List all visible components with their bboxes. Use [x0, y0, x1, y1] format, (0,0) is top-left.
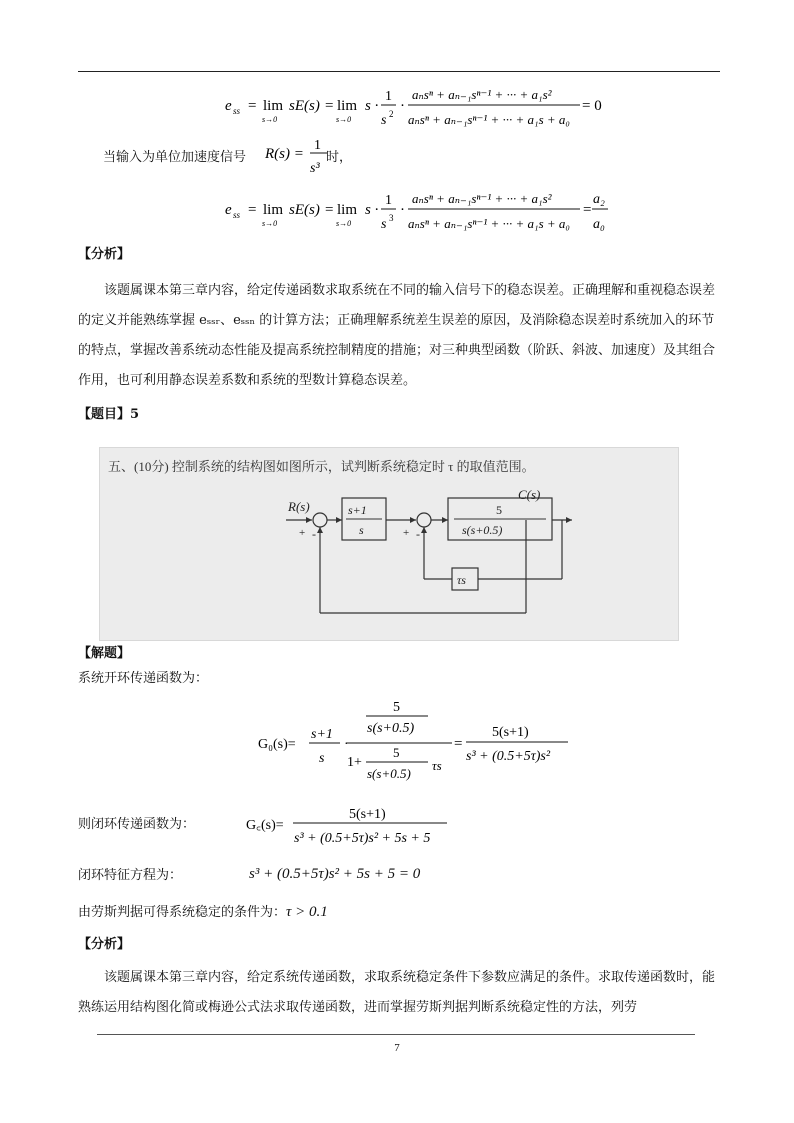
svg-text:lim: lim — [337, 202, 358, 218]
svg-text:s+1: s+1 — [348, 503, 367, 517]
svg-text:1+: 1+ — [347, 755, 362, 770]
closed-loop-intro: 则闭环传递函数为： — [78, 817, 196, 832]
svg-text:5: 5 — [496, 503, 502, 517]
closed-loop-transfer-function — [0, 798, 794, 848]
svg-text:3: 3 — [389, 213, 394, 223]
equation-steady-state-error-1 — [0, 78, 794, 134]
open-loop-intro: 系统开环传递函数为： — [78, 671, 209, 686]
svg-text:s³: s³ — [310, 161, 320, 176]
output-label: C(s) — [518, 487, 541, 502]
svg-text:1: 1 — [385, 193, 392, 208]
eq2-result-den: a₀ — [593, 217, 605, 232]
svg-text:1: 1 — [314, 138, 321, 153]
eq1-result: = 0 — [582, 98, 602, 114]
svg-text:+: + — [403, 527, 410, 539]
eq1-lim-sub-2: s→0 — [336, 115, 352, 124]
eq1-numerator: aₙsⁿ + aₙ₋₁sⁿ⁻¹ + ··· + a₁s² — [412, 87, 552, 102]
svg-text:τs: τs — [457, 573, 466, 587]
eq1-lim-2: lim — [337, 98, 358, 114]
svg-text:5(s+1): 5(s+1) — [349, 807, 386, 822]
svg-text:s(s+0.5): s(s+0.5) — [367, 721, 415, 736]
analysis-paragraph-1: 该题属课本第三章内容，给定传递函数求取系统在不同的输入信号下的稳态误差。正确理解和重视稳态误差的定义并能熟练掌握 eₛₛᵣ、eₛₛₙ 的计算方法；正确理解系统差生误差的原因，及消除稳态误差时系统加入的环节的特点，掌握改善系统动态性能及提高系统控制精度的措施；对三种典型函数（阶跃、斜波、加速度）及其组合作用，也可利用静态误差系数和系统的型数计算稳态误差。 — [78, 283, 716, 388]
unit-acceleration-suffix: 时， — [326, 150, 353, 165]
svg-text:s: s — [381, 217, 387, 232]
input-label: R(s) — [288, 499, 310, 514]
svg-text:ss: ss — [233, 210, 241, 220]
svg-text:s(s+0.5): s(s+0.5) — [462, 523, 503, 537]
svg-text:R(s) =: R(s) = — [265, 146, 304, 162]
svg-text:s ·: s · — [365, 202, 379, 218]
svg-text:5: 5 — [393, 745, 400, 760]
eq1-lim-sub-1: s→0 — [262, 115, 278, 124]
solution-heading: 【解题】 — [78, 646, 131, 661]
svg-text:=: = — [583, 202, 592, 218]
svg-text:=: = — [325, 202, 334, 218]
unit-acceleration-line — [103, 146, 246, 165]
bottom-rule — [97, 1034, 695, 1035]
svg-text:s→0: s→0 — [262, 219, 278, 228]
svg-text:aₙsⁿ + aₙ₋₁sⁿ⁻¹ + ··· + a₁s +: aₙsⁿ + aₙ₋₁sⁿ⁻¹ + ··· + a₁s + a₀ — [408, 216, 570, 231]
top-rule — [78, 71, 720, 72]
eq1-s-dot: s · — [365, 98, 379, 114]
svg-text:e: e — [225, 202, 232, 218]
svg-text:=: = — [248, 202, 257, 218]
svg-text:=: = — [454, 736, 463, 752]
eq1-denominator: aₙsⁿ + aₙ₋₁sⁿ⁻¹ + ··· + a₁s + a₀ — [408, 112, 570, 127]
svg-text:s³ + (0.5+5τ)s² + 5s + 5: s³ + (0.5+5τ)s² + 5s + 5 — [294, 831, 431, 846]
eq1-lhs: e — [225, 98, 232, 114]
svg-text:sE(s): sE(s) — [289, 202, 320, 218]
svg-text:·: · — [400, 98, 405, 114]
analysis-paragraph-2: 该题属课本第三章内容，给定系统传递函数，求取系统稳定条件下参数应满足的条件。求取传递函数时，能熟练运用结构图化简或梅逊公式法求取传递函数，进而掌握劳斯判据判断系统稳定性的方法，列劳 — [78, 970, 716, 1015]
equation-steady-state-error-2 — [0, 182, 794, 238]
svg-text:-: - — [416, 527, 420, 541]
routh-intro: 由劳斯判据可得系统稳定的条件为：τ > 0.1 — [78, 904, 328, 920]
svg-text:=: = — [248, 98, 257, 114]
svg-text:s+1: s+1 — [311, 727, 333, 742]
svg-text:5: 5 — [393, 700, 400, 715]
svg-text:5(s+1): 5(s+1) — [492, 725, 529, 740]
svg-text:·: · — [400, 202, 405, 218]
characteristic-equation: s³ + (0.5+5τ)s² + 5s + 5 = 0 — [249, 866, 421, 882]
svg-text:τs: τs — [432, 758, 442, 773]
svg-text:G₀(s)=: G₀(s)= — [258, 737, 296, 752]
eq1-lim-1: lim — [263, 98, 284, 114]
svg-text:s(s+0.5): s(s+0.5) — [367, 766, 411, 781]
svg-text:s→0: s→0 — [336, 219, 352, 228]
analysis-heading-1: 【分析】 — [78, 247, 131, 262]
svg-text:+: + — [299, 527, 306, 539]
problem-statement: 五、(10分) 控制系统的结构图如图所示，试判断系统稳定时 τ 的取值范围。 — [108, 459, 535, 474]
block-diagram — [100, 448, 678, 640]
svg-text:-: - — [312, 527, 316, 541]
scanned-problem-image — [99, 447, 679, 641]
routh-result: τ > 0.1 — [286, 904, 328, 920]
problem-heading: 【题目】5 — [78, 407, 140, 422]
eq1-s-exp: 2 — [389, 109, 394, 119]
eq1-sE: sE(s) — [289, 98, 320, 114]
svg-text:s: s — [359, 523, 364, 537]
eq1-lhs-sub: ss — [233, 106, 241, 116]
svg-text:G꜀(s)=: G꜀(s)= — [246, 818, 284, 833]
svg-text:aₙsⁿ + aₙ₋₁sⁿ⁻¹ + ··· + a₁s²: aₙsⁿ + aₙ₋₁sⁿ⁻¹ + ··· + a₁s² — [412, 191, 552, 206]
characteristic-intro: 闭环特征方程为： — [78, 868, 183, 883]
svg-text:s³ + (0.5+5τ)s²: s³ + (0.5+5τ)s² — [466, 749, 551, 764]
unit-acceleration-text: 当输入为单位加速度信号 — [103, 150, 247, 165]
svg-text:s: s — [319, 751, 325, 766]
summing-junction-1 — [313, 513, 327, 527]
svg-text:=: = — [325, 98, 334, 114]
analysis-heading-2: 【分析】 — [78, 937, 131, 952]
eq1-s: s — [381, 113, 387, 128]
page-number: 7 — [394, 1042, 400, 1054]
svg-text:lim: lim — [263, 202, 284, 218]
summing-junction-2 — [417, 513, 431, 527]
eq1-one: 1 — [385, 89, 392, 104]
eq2-result-num: a₂ — [593, 192, 605, 207]
open-loop-transfer-function — [0, 694, 794, 790]
svg-text:·: · — [344, 737, 349, 752]
